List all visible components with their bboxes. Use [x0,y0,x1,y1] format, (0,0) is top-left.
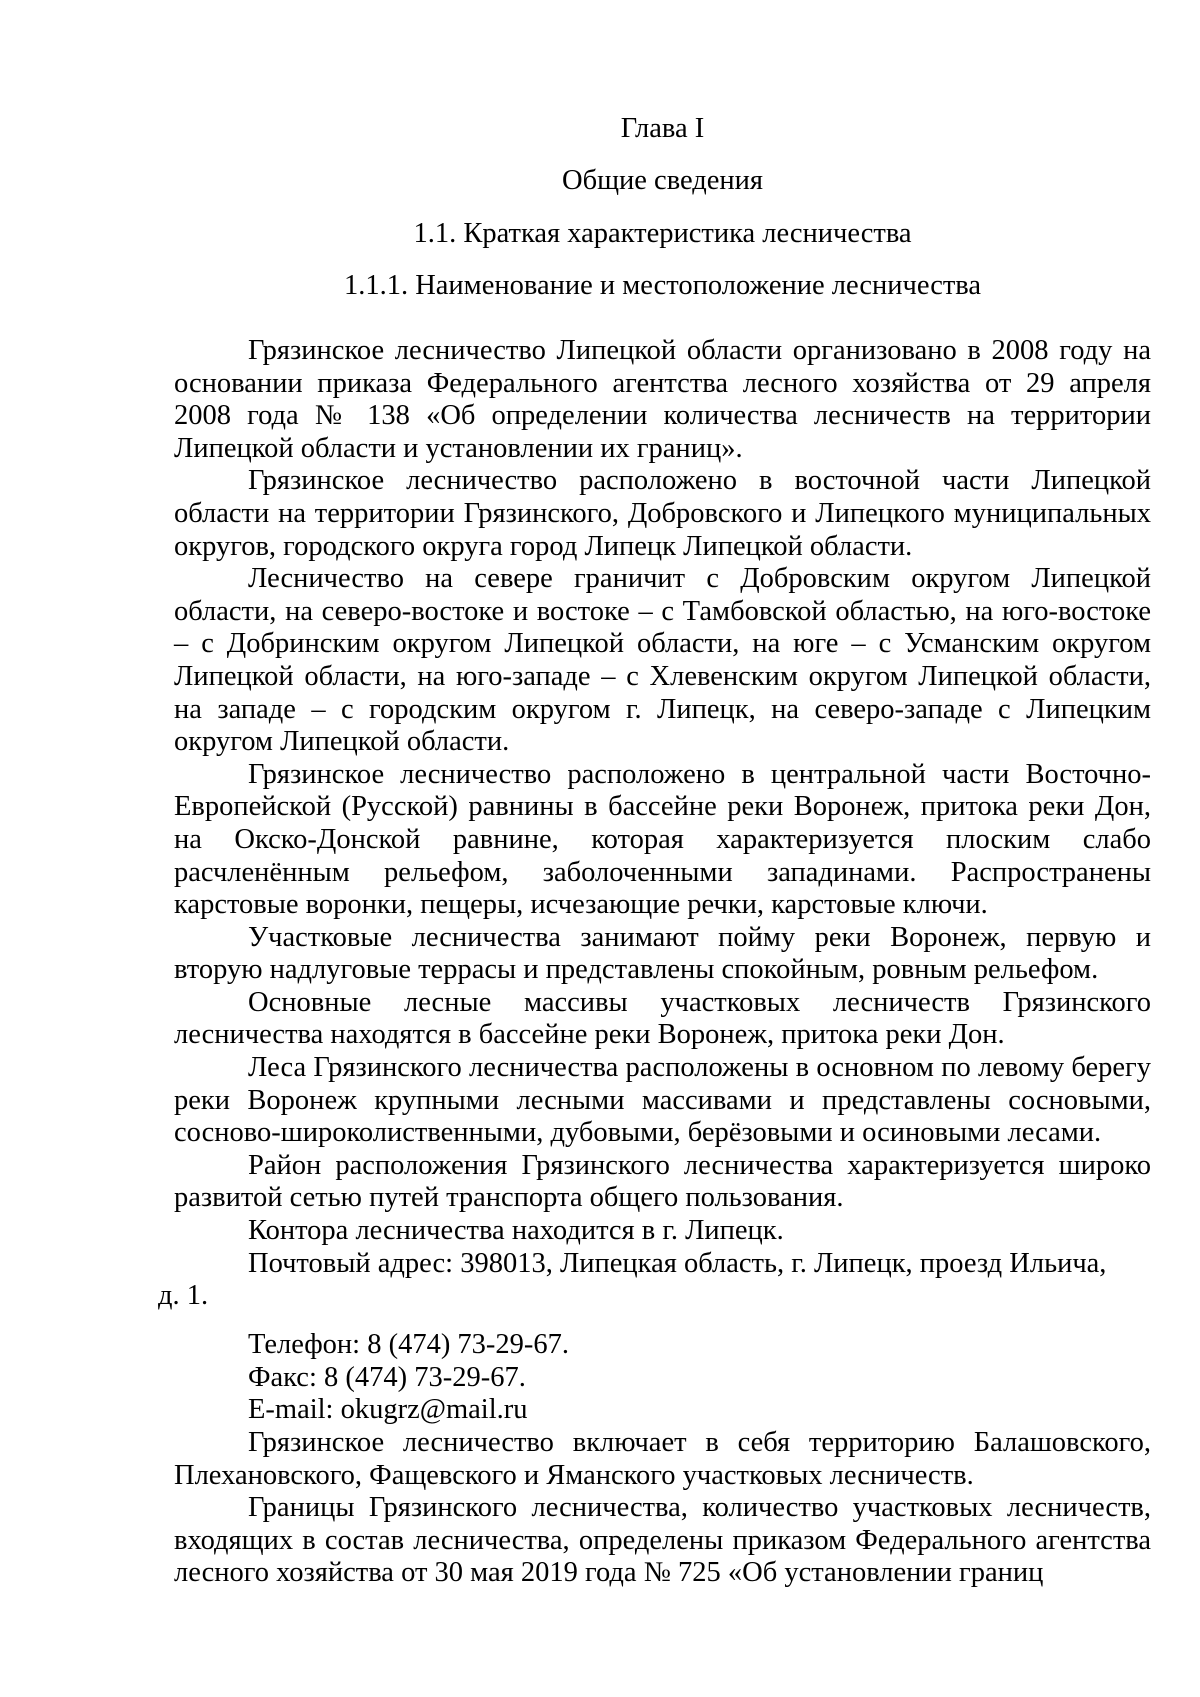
paragraph-composition: Грязинское лесничество включает в себя территорию Балашовского, Плехановского, Фащевского и Яманского участковых лесничеств. [174,1427,1151,1491]
postal-address-continuation: д. 1. [158,1280,209,1312]
subsection-heading: 1.1. Краткая характеристика лесничества [413,218,912,249]
paragraph-floodplain: Участковые лесничества занимают пойму реки Воронеж, первую и вторую надлуговые террасы и представлены спокойным, ровным рельефом. [174,921,1151,986]
postal-address: Почтовый адрес: 398013, Липецкая область, г. Липецк, проезд Ильича, [248,1247,1107,1279]
paragraph-location: Грязинское лесничество расположено в восточной части Липецкой области на территории Грязинского, Добровского и Липецкого муниципальных округов, городского округа город Липецк Липецкой области. [174,465,1151,562]
email-address: E-mail: okugrz@mail.ru [248,1394,528,1426]
document-body [158,335,1151,1590]
office-location: Контора лесничества находится в г. Липецк. [248,1215,784,1247]
paragraph-borders: Лесничество на севере граничит с Добровским округом Липецкой области, на северо-востоке и востоке – с Тамбовской областью, на юго-востоке – с Добринским округом Липецкой области, на юге – с Усманским округом Липецкой области, на юго-западе – с Хлевенским округом Липецкой области, на западе – с городским округом г. Липецк, на северо-западе с Липецким округом Липецкой области. [174,563,1151,758]
phone-number: Телефон: 8 (474) 73-29-67. [248,1329,570,1361]
paragraph-boundaries-order: Границы Грязинского лесничества, количество участковых лесничеств, входящих в состав лесничества, определены приказом Федерального агентства лесного хозяйства от 30 мая 2019 года № 725 «Об установлении границ [174,1492,1151,1589]
chapter-heading: Глава I [620,113,705,144]
paragraph-forest-massifs: Основные лесные массивы участковых лесничеств Грязинского лесничества находятся в бассейне реки Воронеж, притока реки Дон. [174,986,1151,1051]
subsubsection-heading: 1.1.1. Наименование и местоположение лесничества [343,270,982,301]
fax-number: Факс: 8 (474) 73-29-67. [248,1361,526,1393]
document-page [158,0,1151,1697]
paragraph-forest-types: Леса Грязинского лесничества расположены в основном по левому берегу реки Воронеж крупными лесными массивами и представлены сосновыми, сосново-широколиственными, дубовыми, берёзовыми и осиновыми лесами. [174,1052,1151,1149]
paragraph-relief: Грязинское лесничество расположено в центральной части Восточно-Европейской (Русской) равнины в бассейне реки Воронеж, притока реки Дон, на Окско-Донской равнине, которая характеризуется плоским слабо расчленённым рельефом, заболоченными западинами. Распространены карстовые воронки, пещеры, исчезающие речки, карстовые ключи. [174,758,1151,921]
paragraph-transport: Район расположения Грязинского лесничества характеризуется широко развитой сетью путей транспорта общего пользования. [174,1149,1151,1214]
paragraph-organization: Грязинское лесничество Липецкой области организовано в 2008 году на основании приказа Федерального агентства лесного хозяйства от 29 апреля 2008 года № 138 «Об определении количества лесничеств на территории Липецкой области и установлении их границ». [174,335,1151,464]
section-heading: Общие сведения [561,165,764,196]
